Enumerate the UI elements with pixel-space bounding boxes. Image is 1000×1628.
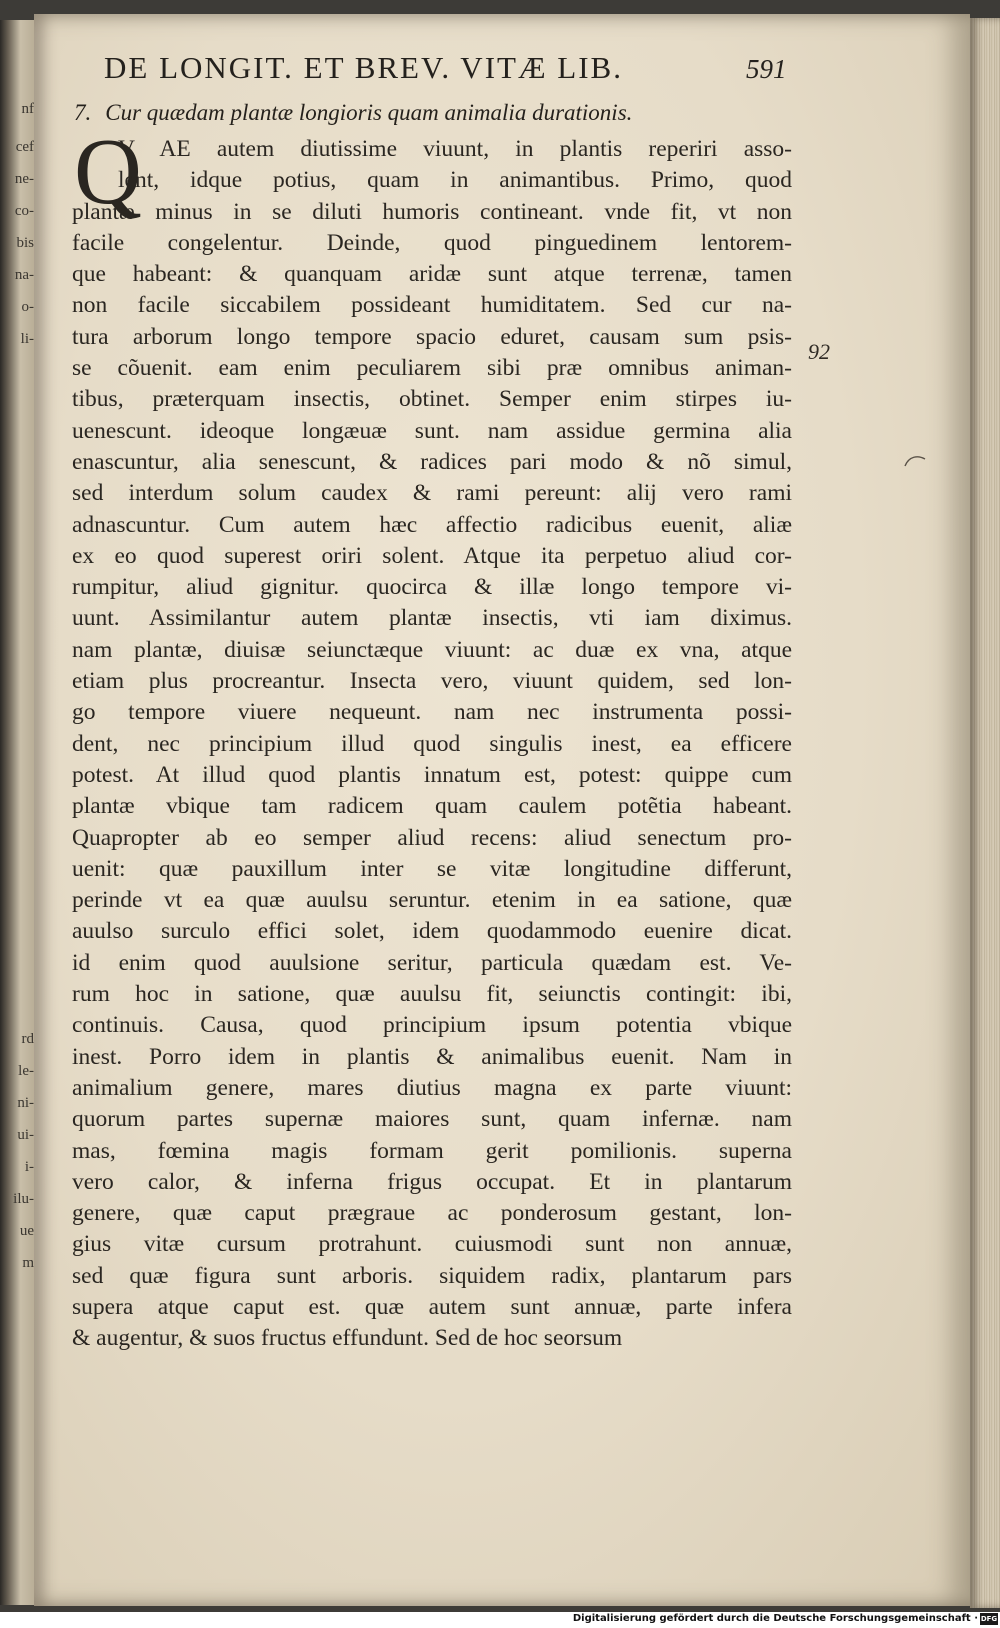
text-line: uunt. Assimilantur autem plantæ insectis, vti iam diximus. <box>72 605 792 632</box>
text-line: inest. Porro idem in plantis & animalibus euenit. Nam in <box>72 1043 792 1070</box>
bleed-text: ni- <box>17 1095 34 1111</box>
text-line: potest. At illud quod plantis innatum est, potest: quippe cum <box>72 761 792 788</box>
text-line: enascuntur, alia senescunt, & radices pari modo & nõ simul, <box>72 448 792 475</box>
page-number: 591 <box>746 54 787 84</box>
text-line: lent, idque potius, quam in animantibus. Primo, quod <box>118 167 792 194</box>
text-line: nam plantæ, diuisæ seiunctæque viuunt: ac duæ ex vna, atque <box>72 636 792 663</box>
text-line: sed quæ figura sunt arboris. siquidem radix, plantarum pars <box>72 1262 792 1289</box>
body-text <box>72 120 792 1355</box>
text-line: perinde vt ea quæ auulsu seruntur. etenim in ea satione, quæ <box>72 887 792 914</box>
bleed-text: li- <box>20 331 34 347</box>
bleed-text: ilu- <box>13 1191 34 1207</box>
text-line: & augentur, & suos fructus effundunt. Sed de hoc seorsum <box>72 1325 623 1352</box>
text-line: V AE autem diutissime viuunt, in plantis reperiri asso- <box>118 136 792 162</box>
bleed-text: cef <box>15 139 34 155</box>
funding-credit: Digitalisierung gefördert durch die Deutsche Forschungsgemeinschaft · <box>572 1613 978 1624</box>
running-head: DE LONGIT. ET BREV. VITÆ LIB. <box>104 50 623 85</box>
bleed-text: ne- <box>14 171 34 187</box>
text-line: genere, quæ caput prægraue ac ponderosum gestant, lon- <box>72 1200 792 1227</box>
text-line: etiam plus procreantur. Insecta vero, viuunt quidem, sed lon- <box>72 668 792 695</box>
bleed-text: na- <box>14 267 34 283</box>
bleed-text: o- <box>21 299 34 315</box>
text-line: plantæ vbique tam radicem quam caulem potẽtia habeant. <box>72 793 792 820</box>
text-line: mas, fœmina magis formam gerit pomilionis. superna <box>72 1137 792 1164</box>
book-page <box>34 14 970 1606</box>
text-line: facile congelentur. Deinde, quod pinguedinem lentorem- <box>72 229 792 256</box>
bleed-text: i- <box>24 1159 34 1175</box>
text-line: ex eo quod superest oriri solent. Atque ita perpetuo aliud cor- <box>72 542 792 569</box>
text-line: continuis. Causa, quod principium ipsum potentia vbique <box>72 1012 792 1039</box>
text-line: non facile siccabilem possideant humiditatem. Sed cur na- <box>72 292 792 319</box>
text-line: plantæ minus in se diluti humoris contineant. vnde fit, vt non <box>72 198 792 225</box>
text-line: adnascuntur. Cum autem hæc affectio radicibus euenit, aliæ <box>72 511 792 538</box>
text-line: tura arborum longo tempore spacio eduret, causam sum psis- <box>72 323 792 350</box>
text-line: rum hoc in satione, quæ auulsu fit, seiunctis contingit: ibi, <box>72 981 792 1008</box>
text-line: auulso surculo effici solet, idem quodammodo euenire dicat. <box>72 918 792 945</box>
text-line: gius vitæ cursum protrahunt. cuiusmodi sunt non annuæ, <box>72 1231 792 1258</box>
text-line: quorum partes supernæ maiores sunt, quam infernæ. nam <box>72 1106 792 1133</box>
text-line: tibus, præterquam insectis, obtinet. Semper enim stirpes iu- <box>72 386 792 413</box>
chapter-number: 7. <box>74 100 92 125</box>
text-line: go tempore viuere nequeunt. nam nec instrumenta possi- <box>72 699 792 726</box>
facing-page-edge <box>0 20 34 1605</box>
dfg-logo: DFG <box>980 1615 998 1623</box>
page-stack-edge <box>970 18 1000 1608</box>
text-line: sed interdum solum caudex & rami pereunt: alij vero rami <box>72 480 792 507</box>
text-line: animalium genere, mares diutius magna ex parte viuunt: <box>72 1074 792 1101</box>
text-line: se cõuenit. eam enim peculiarem sibi præ omnibus animan- <box>72 355 792 382</box>
text-line: uenit: quæ pauxillum inter se vitæ longitudine differunt, <box>72 855 792 882</box>
text-line: supera atque caput est. quæ autem sunt annuæ, parte infera <box>72 1293 792 1320</box>
margin-note: 92 <box>808 339 830 364</box>
bleed-text: co- <box>14 203 34 219</box>
text-line: dent, nec principium illud quod singulis inest, ea efficere <box>72 730 792 757</box>
chapter-heading <box>74 100 834 126</box>
chapter-title: Cur quædam plantæ longioris quam animalia durationis. <box>105 100 633 125</box>
drop-cap-initial: Q <box>74 120 142 224</box>
bleed-text: nf <box>21 101 34 117</box>
bleed-text: bis <box>16 235 34 251</box>
text-line: que habeant: & quanquam aridæ sunt atque terrenæ, tamen <box>72 261 792 288</box>
text-line: Quapropter ab eo semper aliud recens: aliud senectum pro- <box>72 824 792 851</box>
bleed-text: rd <box>21 1031 34 1047</box>
text-line: uenescunt. ideoque longæuæ sunt. nam assidue germina alia <box>72 417 792 444</box>
text-line: vero calor, & inferna frigus occupat. Et in plantarum <box>72 1168 792 1195</box>
text-line: id enim quod auulsione seritur, particula quædam est. Ve- <box>72 949 792 976</box>
bleed-text: ue <box>19 1223 34 1239</box>
ink-mark-icon <box>904 454 926 468</box>
bleed-text: ui- <box>17 1127 34 1143</box>
bleed-text: le- <box>18 1063 34 1079</box>
text-line: rumpitur, aliud gignitur. quocirca & illæ longo tempore vi- <box>72 574 792 601</box>
bleed-text: m <box>22 1255 34 1271</box>
